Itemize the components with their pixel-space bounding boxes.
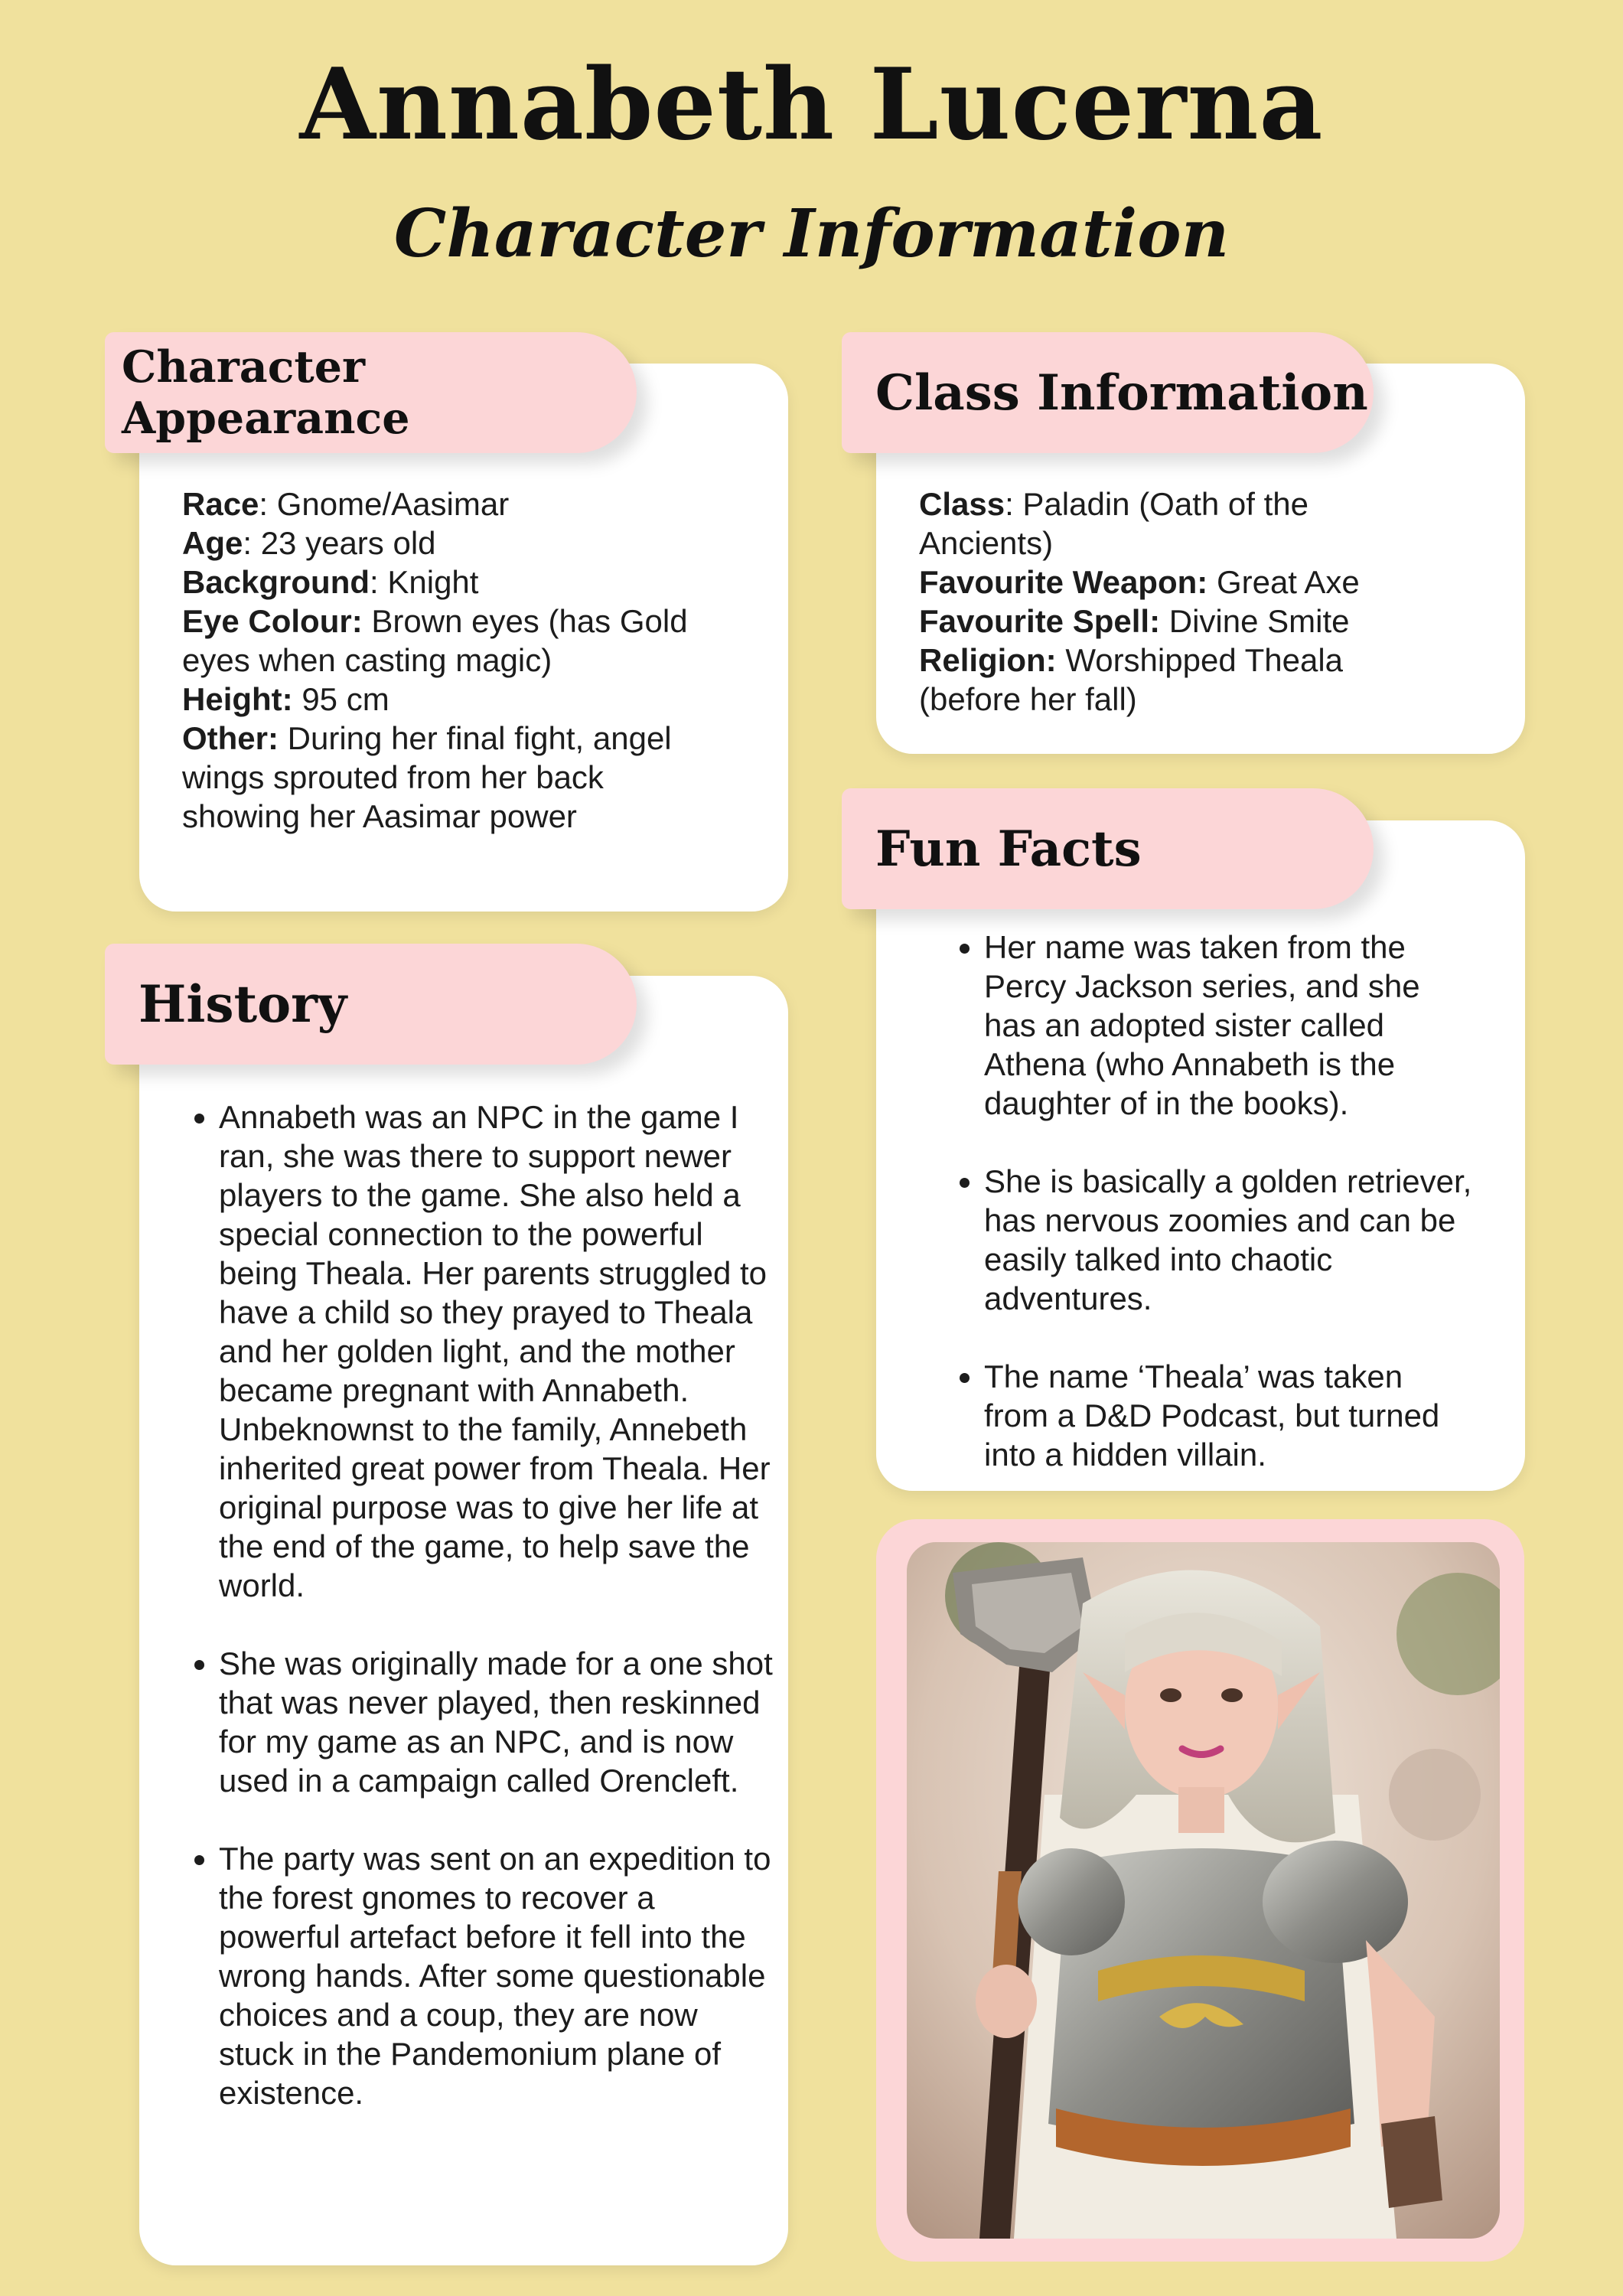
class-heading: Class Information	[875, 364, 1368, 422]
field-value: Worshipped Theala (before her fall)	[919, 642, 1344, 717]
class-fields	[919, 484, 1409, 719]
field-row	[182, 719, 702, 836]
appearance-heading-tab	[105, 332, 637, 453]
field-row	[919, 641, 1378, 719]
field-label: Religion:	[919, 642, 1057, 678]
field-row	[919, 563, 1409, 602]
field-label: Background	[182, 564, 370, 600]
field-value: Brown eyes (has Gold eyes when casting magic)	[182, 603, 688, 678]
field-value: Paladin (Oath of the Ancients)	[919, 486, 1309, 561]
field-label: Age	[182, 525, 243, 561]
field-row	[182, 680, 733, 719]
appearance-fields	[182, 484, 733, 836]
field-value: Gnome/Aasimar	[276, 486, 510, 522]
fun-facts-heading: Fun Facts	[875, 820, 1142, 878]
field-value: Divine Smite	[1168, 603, 1350, 639]
history-heading-tab	[105, 944, 637, 1065]
photo-frame	[876, 1519, 1524, 2262]
page-title: Annabeth Lucerna	[299, 47, 1324, 162]
list-item: • She is basically a golden retriever, has nervous zoomies and can be easily talked into chaotic adventures.	[984, 1162, 1474, 1318]
field-row: Class: Paladin (Oath of the Ancients)	[919, 486, 1309, 561]
field-row	[182, 602, 702, 680]
field-row: Race: Gnome/Aasimar	[182, 486, 510, 522]
field-value: Knight	[387, 564, 479, 600]
list-item: • Annabeth was an NPC in the game I ran, she was there to support newer players to the game. She also held a special connection to the powerful being Theala. Her parents struggled to have a child so they prayed to Theala and her golden light, and the mother became pregnant with Annabeth. Unbeknownst to the family, Annebeth inherited great power from Theala. Her original purpose was to give her life at the end of the game, to help save the world.	[219, 1097, 777, 1605]
field-label: Other:	[182, 720, 279, 756]
character-photo	[907, 1542, 1500, 2239]
field-label: Favourite Weapon:	[919, 564, 1208, 600]
list-item: • She was originally made for a one shot that was never played, then reskinned for my game as an NPC, and is now used in a campaign called Orencleft.	[219, 1644, 777, 1800]
history-list	[184, 1097, 777, 2112]
field-label: Race	[182, 486, 259, 522]
field-value: 23 years old	[260, 525, 436, 561]
field-row: Background: Knight	[182, 564, 479, 600]
history-heading: History	[139, 974, 347, 1034]
field-row: Age: 23 years old	[182, 525, 436, 561]
list-item: • The name ‘Theala’ was taken from a D&D Podcast, but turned into a hidden villain.	[984, 1357, 1474, 1474]
field-value: During her final fight, angel wings sprouted from her back showing her Aasimar power	[182, 720, 672, 834]
field-value: 95 cm	[301, 681, 389, 717]
fun-facts-heading-tab	[842, 788, 1374, 909]
field-label: Height:	[182, 681, 293, 717]
field-row	[919, 602, 1409, 641]
page-subtitle: Character Information	[393, 195, 1230, 272]
field-label: Eye Colour:	[182, 603, 363, 639]
appearance-heading: Character Appearance	[122, 341, 410, 444]
list-item: • The party was sent on an expedition to the forest gnomes to recover a powerful artefact before it fell into the wrong hands. After some questionable choices and a coup, they are now stuck in the Pandemonium plane of existence.	[219, 1839, 777, 2112]
field-label: Class	[919, 486, 1005, 522]
field-label: Favourite Spell:	[919, 603, 1161, 639]
class-heading-tab	[842, 332, 1374, 453]
list-item: • Her name was taken from the Percy Jackson series, and she has an adopted sister called Athena (who Annabeth is the daughter of in the books).	[984, 928, 1474, 1123]
field-value: Great Axe	[1216, 564, 1360, 600]
fun-facts-list	[949, 928, 1474, 1474]
